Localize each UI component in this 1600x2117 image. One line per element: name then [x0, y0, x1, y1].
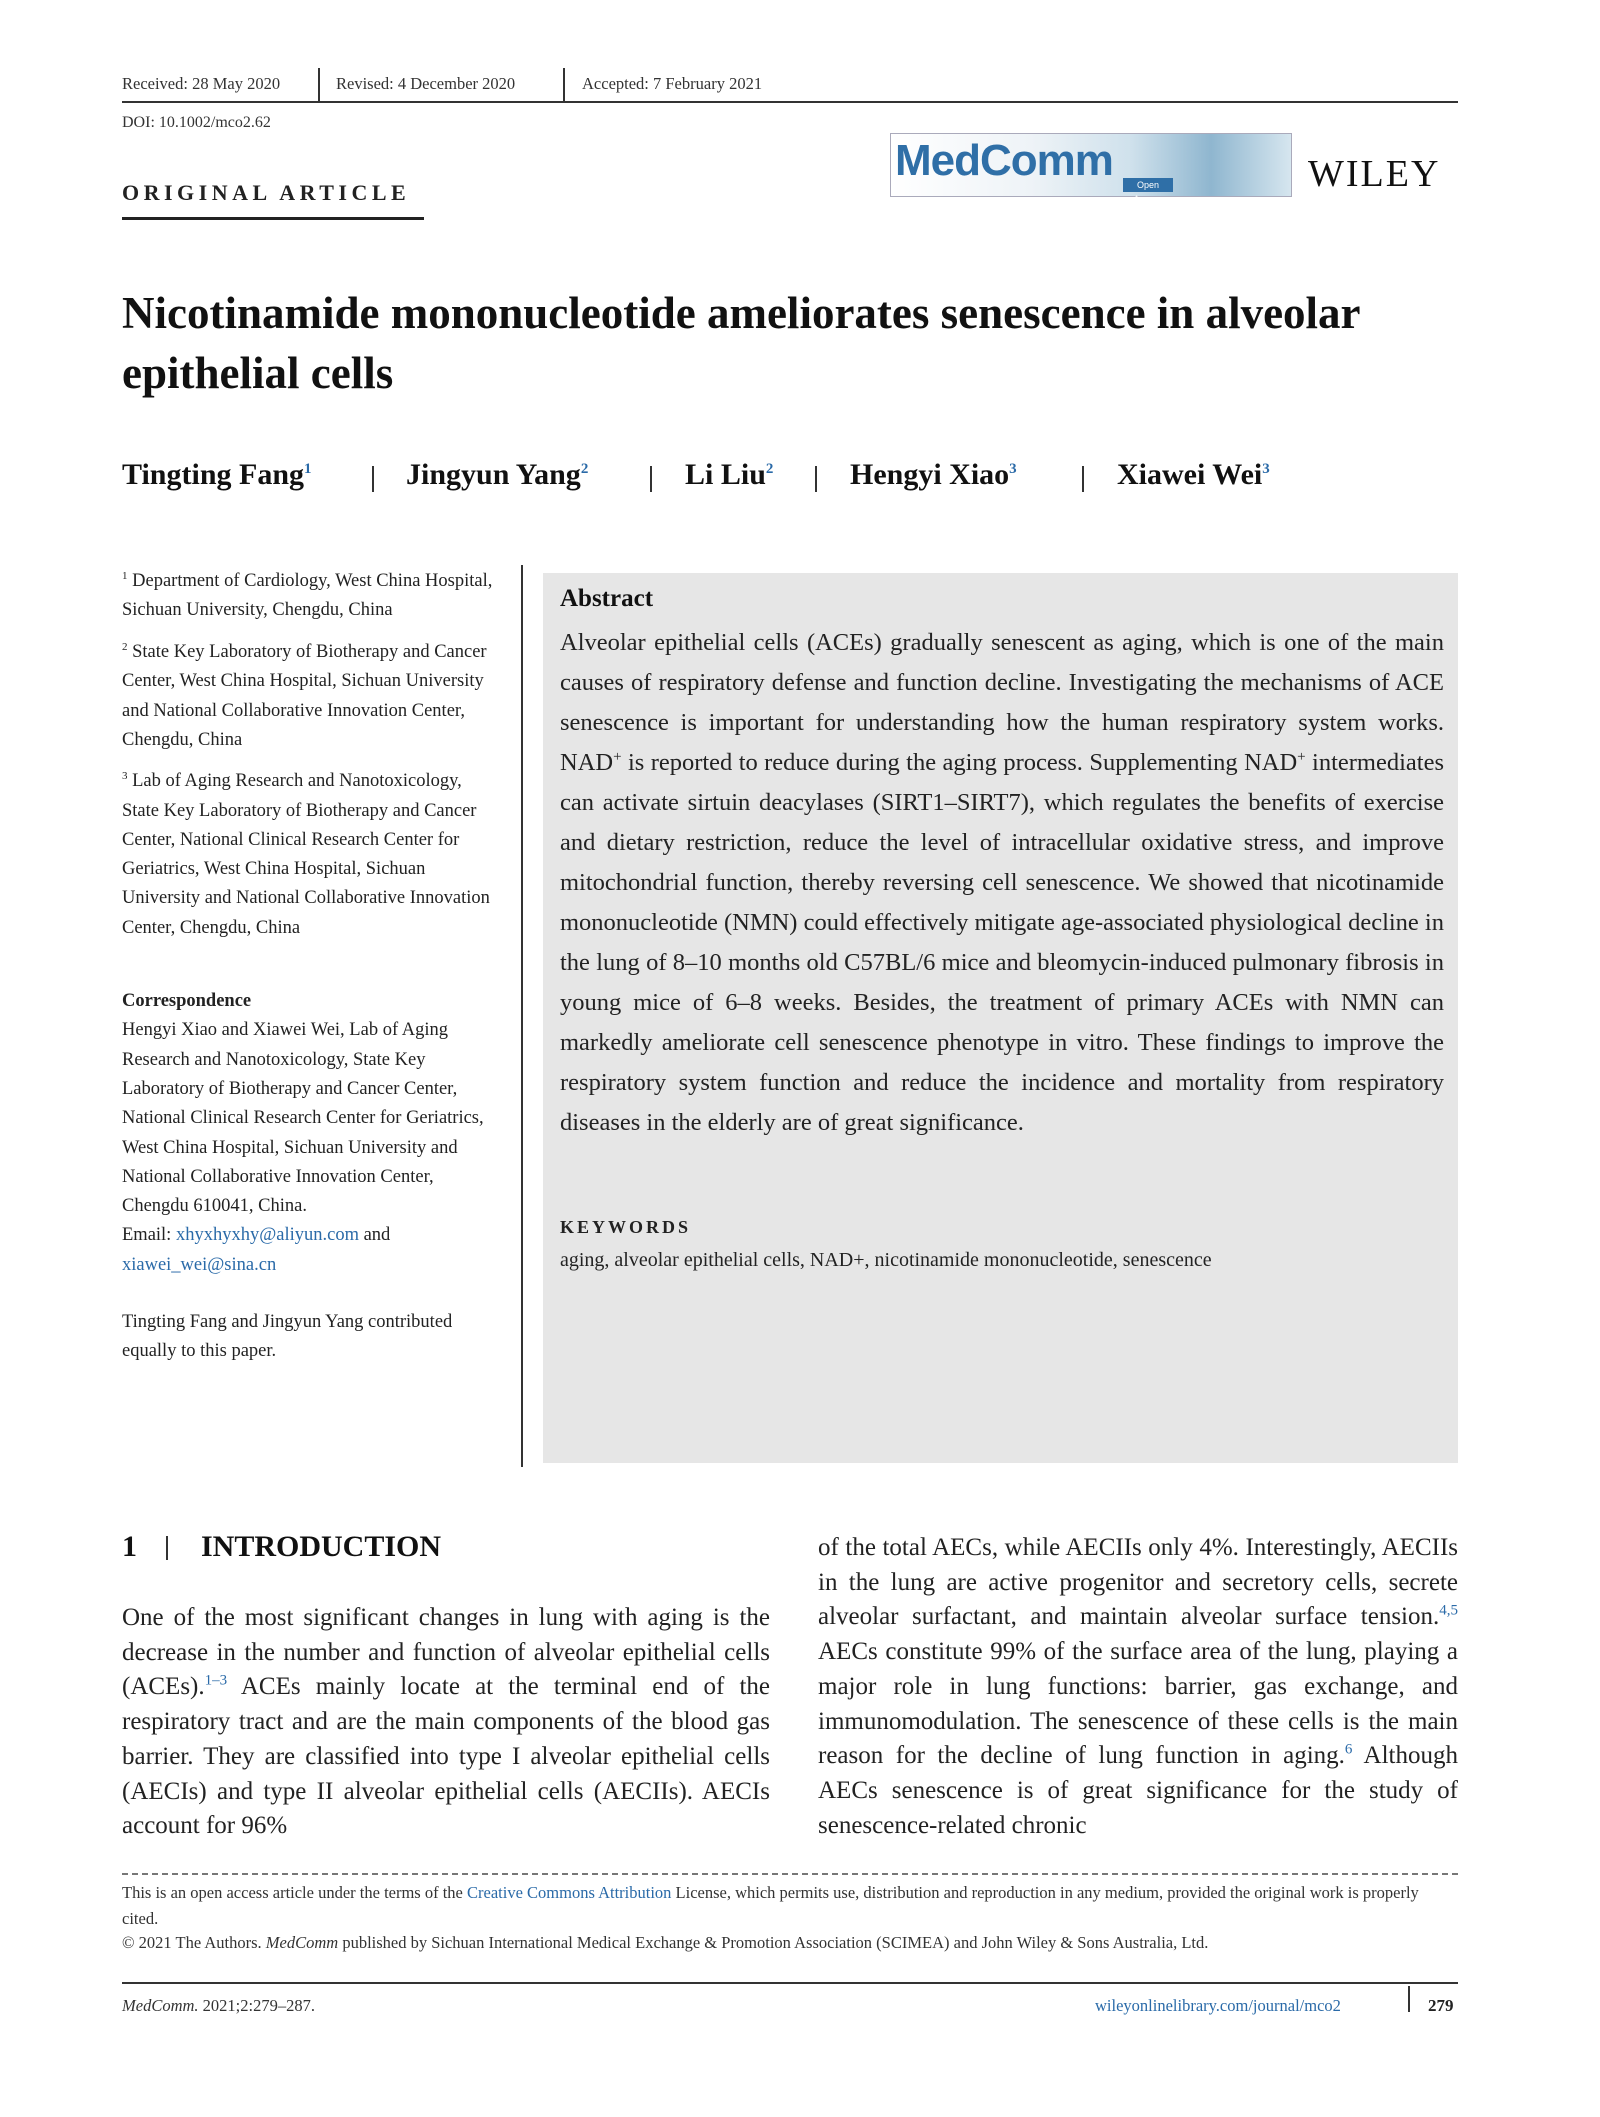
header-rule: [122, 101, 1458, 103]
correspondence-emails: Email: xhyxhyxhy@aliyun.com and xiawei_wei@sina.cn: [122, 1225, 391, 1275]
affiliation: $^2$ State Key Laboratory of Biotherapy and Cancer Center, West China Hospital, Sichuan University and National Collaborative Innovation Center, Chengdu, China: [122, 640, 487, 750]
citation-link[interactable]: 6: [1344, 1741, 1353, 1758]
journal-logo[interactable]: [890, 133, 1292, 204]
correspondence-text: Hengyi Xiao and Xiawei Wei, Lab of Aging Research and Nanotoxicology, State Key Laboratory of Biotherapy and Cancer Center, National Clinical Research Center for Geriatrics, West China Hospital, Sichuan University and National Collaborative Innovation Center, Chengdu 610041, China.: [122, 1020, 484, 1217]
journal-logo-text: MedComm: [895, 136, 1113, 185]
journal-url-link[interactable]: wileyonlinelibrary.com/journal/mco2: [1095, 1996, 1341, 2015]
affiliation: $^1$ Department of Cardiology, West China Hospital, Sichuan University, Chengdu, China: [122, 570, 493, 621]
author[interactable]: Hengyi Xiao$^3$: [850, 458, 1017, 491]
revised-date: Revised: 4 December 2020: [336, 74, 516, 93]
header-separator: [318, 68, 320, 102]
affiliation: $^3$ Lab of Aging Research and Nanotoxicology, State Key Laboratory of Biotherapy and Cancer Center, National Clinical Research Center for Geriatrics, West China Hospital, Sichuan University and National Collaborative Innovation Center, Chengdu, China: [122, 770, 490, 938]
journal-citation: MedComm. 2021;2:279–287.: [122, 1996, 315, 2015]
body-paragraph: One of the most significant changes in lung with aging is the decrease in the number and function of alveolar epithelial cells (ACEs).$^{1-3}$ ACEs mainly locate at the terminal end of the respiratory tract and are the main components of the blood gas barrier. They are classified into type I alveolar epithelial cells (AECIs) and type II alveolar epithelial cells (AECIIs). AECIs account for 96%: [122, 1604, 770, 1840]
author[interactable]: Xiawei Wei$^3$: [1117, 458, 1270, 491]
author[interactable]: Jingyun Yang$^2$: [406, 458, 589, 491]
body-paragraph: of the total AECs, while AECIIs only 4%. Interestingly, AECIIs in the lung are active progenitor and secretory cells, secrete alveolar surfactant, and maintain alveolar surface tension.$^{4,5}$ AECs constitute 99% of the surface area of the lung, playing a major role in lung functions: barrier, gas exchange, and immunomodulation. The senescence of these cells is the main reason for the decline of lung function in aging.$^6$ Although AECs senescence is of great significance for the study of senescence-related chronic: [818, 1534, 1458, 1839]
email-link[interactable]: xiawei_wei@sina.cn: [122, 1254, 277, 1275]
article-title: Nicotinamide mononucleotide ameliorates senescence in alveolar epithelial cells: [122, 288, 1360, 398]
author-separator: [1082, 466, 1084, 492]
section-heading: INTRODUCTION: [201, 1530, 442, 1563]
contribution-note: Tingting Fang and Jingyun Yang contributed equally to this paper.: [122, 1312, 453, 1362]
section-number: 1: [122, 1530, 137, 1563]
page-number: 279: [1428, 1996, 1454, 2015]
license-link[interactable]: Creative Commons Attribution: [467, 1883, 672, 1902]
accepted-date: Accepted: 7 February 2021: [582, 74, 763, 93]
page-separator: [1408, 1986, 1410, 2012]
affiliations-column: [122, 562, 502, 1367]
author[interactable]: Tingting Fang$^1$: [122, 458, 312, 491]
doi[interactable]: DOI: 10.1002/mco2.62: [122, 114, 271, 131]
correspondence-heading: Correspondence: [122, 991, 252, 1012]
license-text: This is an open access article under the terms of the Creative Commons Attribution License, which permits use, distribution and reproduction in any medium, provided the original work is properly cited.: [122, 1883, 1419, 1928]
abstract-text: Alveolar epithelial cells (ACEs) gradually senescent as aging, which is one of the main causes of respiratory defense and function decline. Investigating the mechanisms of ACE senescence is important for understanding how the human respiratory system works. NAD+ is reported to reduce during the aging process. Supplementing NAD+ intermediates can activate sirtuin deacylases (SIRT1–SIRT7), which regulates the benefits of exercise and dietary restriction, reduce the level of intracellular oxidative stress, and improve mitochondrial function, thereby reversing cell senescence. We showed that nicotinamide mononucleotide (NMN) could effectively mitigate age-associated physiological decline in the lung of 8–10 months old C57BL/6 mice and bleomycin-induced pulmonary fibrosis in young mice of 6–8 weeks. Besides, the treatment of primary ACEs with NMN can markedly ameliorate cell senescence phenotype in vitro. These findings to improve the respiratory system function and reduce the incidence and mortality from respiratory diseases in the elderly are of great significance.: [560, 629, 1444, 1136]
keywords-heading: KEYWORDS: [560, 1217, 692, 1237]
article-type: ORIGINAL ARTICLE: [122, 180, 411, 205]
article-type-rule: [122, 217, 424, 220]
keywords-text: aging, alveolar epithelial cells, NAD+, nicotinamide mononucleotide, senescence: [560, 1249, 1212, 1271]
abstract-heading: Abstract: [560, 585, 654, 612]
author-separator: [650, 466, 652, 492]
publisher-logo[interactable]: WILEY: [1308, 153, 1441, 195]
section-separator: [166, 1536, 168, 1560]
column-divider: [521, 565, 523, 1467]
received-date: Received: 28 May 2020: [122, 74, 281, 93]
citation-link[interactable]: 1–3: [204, 1673, 228, 1690]
copyright-text: © 2021 The Authors. MedComm published by Sichuan International Medical Exchange & Promotion Association (SCIMEA) and John Wiley & Sons Australia, Ltd.: [122, 1933, 1209, 1952]
author-separator: [815, 466, 817, 492]
footer-rule: [122, 1982, 1458, 1984]
email-link[interactable]: xhyxhyxhy@aliyun.com: [175, 1225, 359, 1246]
open-access-badge: Open Access: [1123, 178, 1173, 192]
abstract-box: [543, 573, 1458, 1463]
header-separator: [563, 68, 565, 102]
footer-dashed-rule: [122, 1873, 1458, 1875]
author[interactable]: Li Liu$^2$: [685, 458, 774, 491]
author-separator: [372, 466, 374, 492]
citation-link[interactable]: 4,5: [1439, 1603, 1458, 1620]
